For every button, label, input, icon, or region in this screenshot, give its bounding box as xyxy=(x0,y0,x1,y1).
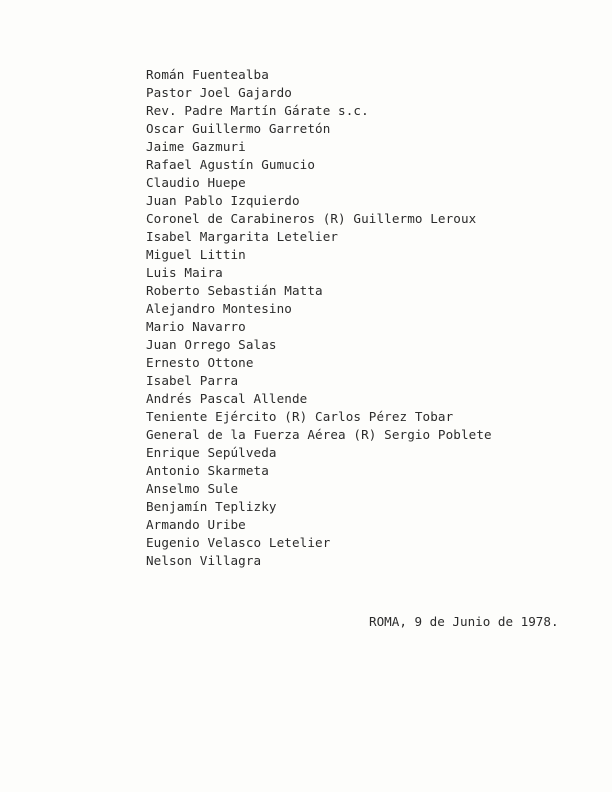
signatory-name: Mario Navarro xyxy=(146,319,246,334)
signatory-name: Miguel Littin xyxy=(146,247,246,262)
signatory-name: Isabel Margarita Letelier xyxy=(146,229,339,244)
signatory-name: Román Fuentealba xyxy=(146,67,269,82)
signatory-name: Benjamín Teplizky xyxy=(146,499,277,514)
signatory-name: Ernesto Ottone xyxy=(146,355,254,370)
signatory-name: Alejandro Montesino xyxy=(146,301,292,316)
signatory-name: Pastor Joel Gajardo xyxy=(146,85,292,100)
signatory-name: Roberto Sebastián Matta xyxy=(146,283,323,298)
signatory-name: General de la Fuerza Aérea (R) Sergio Poblete xyxy=(146,427,492,442)
signatory-name: Claudio Huepe xyxy=(146,175,246,190)
signatory-name: Isabel Parra xyxy=(146,373,239,388)
signatory-name: Teniente Ejército (R) Carlos Pérez Tobar xyxy=(146,409,454,424)
signatory-name: Anselmo Sule xyxy=(146,481,239,496)
signatory-name: Enrique Sepúlveda xyxy=(146,445,277,460)
signatory-name: Jaime Gazmuri xyxy=(146,139,246,154)
signatory-name: Andrés Pascal Allende xyxy=(146,391,308,406)
signatory-name: Nelson Villagra xyxy=(146,553,262,568)
signatory-name: Eugenio Velasco Letelier xyxy=(146,535,331,550)
signatory-name: Oscar Guillermo Garretón xyxy=(146,121,331,136)
signatory-name: Armando Uribe xyxy=(146,517,246,532)
signatory-name: Juan Orrego Salas xyxy=(146,337,277,352)
place-date: ROMA, 9 de Junio de 1978. xyxy=(369,614,559,629)
signatory-name: Antonio Skarmeta xyxy=(146,463,269,478)
signatory-name: Luis Maira xyxy=(146,265,223,280)
signatories-list xyxy=(146,66,492,570)
signatory-name: Juan Pablo Izquierdo xyxy=(146,193,300,208)
signatory-name: Rev. Padre Martín Gárate s.c. xyxy=(146,103,369,118)
signatory-name: Coronel de Carabineros (R) Guillermo Leroux xyxy=(146,211,477,226)
signatory-name: Rafael Agustín Gumucio xyxy=(146,157,316,172)
